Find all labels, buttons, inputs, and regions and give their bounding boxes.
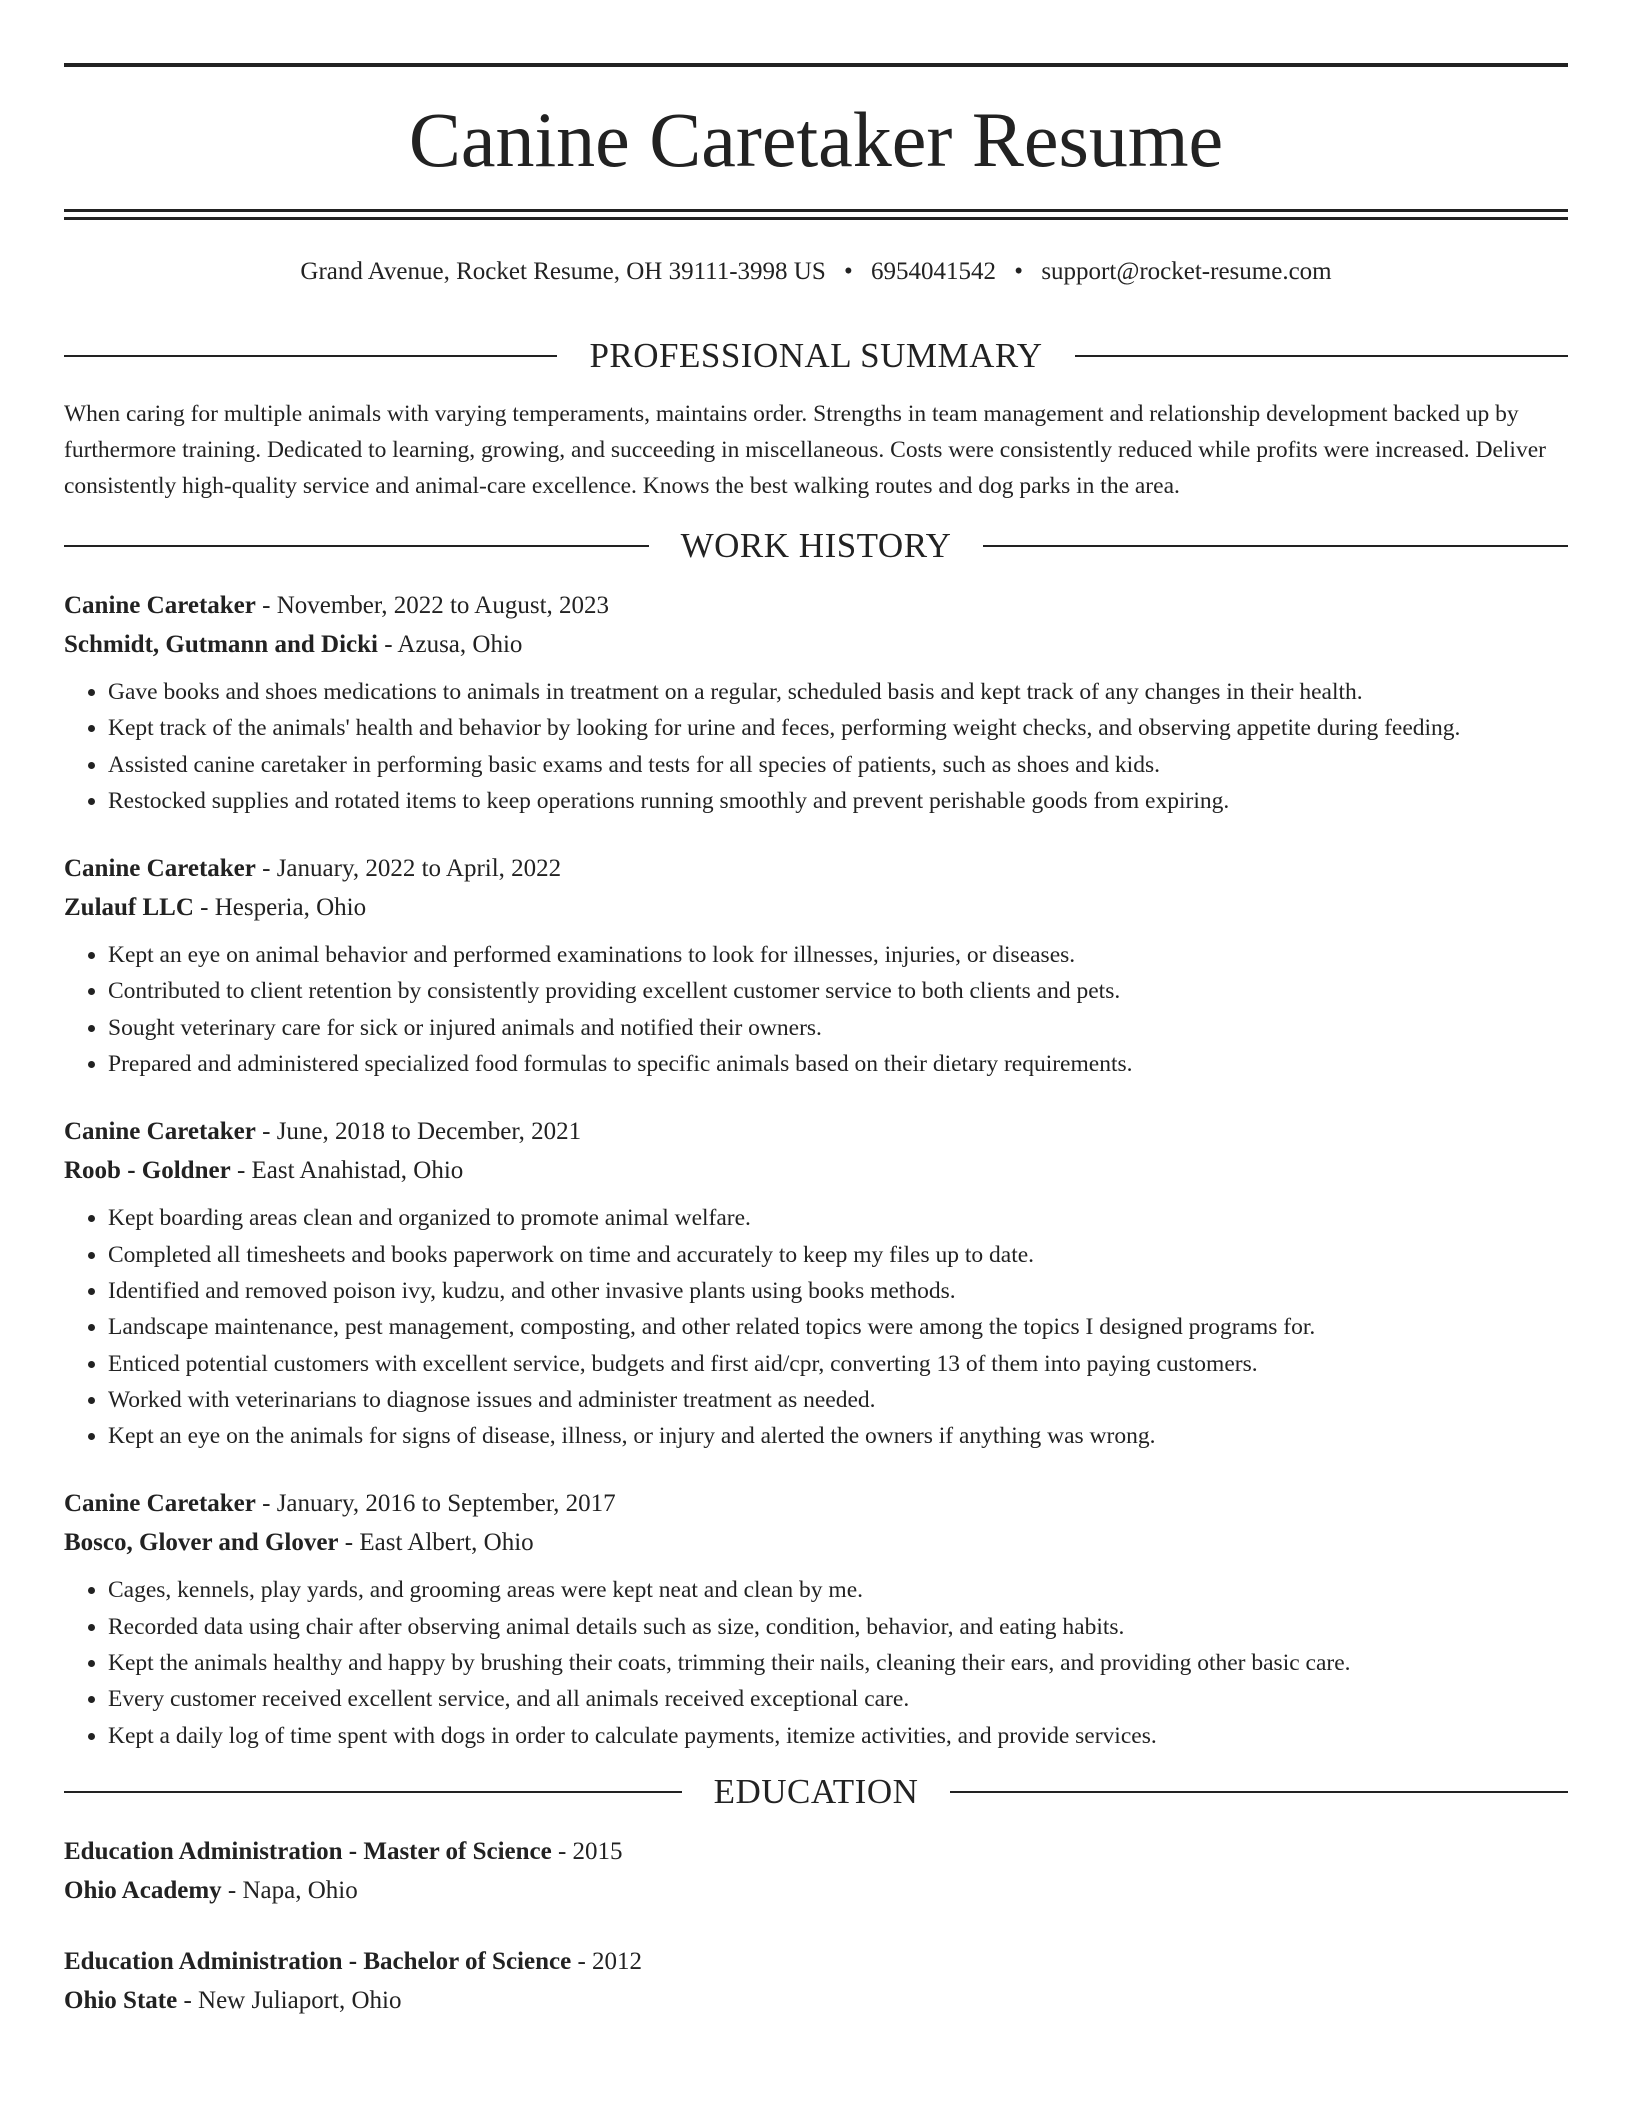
job-bullets (64, 1200, 1568, 1454)
contact-address: Grand Avenue, Rocket Resume, OH 39111-3998 US (300, 258, 826, 285)
job-bullet: • Assisted canine caretaker in performing basic exams and tests for all species of patients, such as shoes and kids. (108, 747, 1568, 783)
summary-heading (64, 328, 1568, 384)
education-year: - 2015 (551, 1837, 623, 1865)
contact-email: support@rocket-resume.com (1041, 258, 1332, 285)
job-bullets (64, 937, 1568, 1082)
education-degree-line (64, 1942, 1568, 1981)
job-bullet: • Kept track of the animals' health and behavior by looking for urine and feces, performing weight checks, and observing appetite during feeding. (108, 710, 1568, 746)
job-company: Zulauf LLC (64, 894, 194, 922)
job-title: Canine Caretaker (64, 1118, 256, 1146)
title-double-rule (64, 209, 1568, 220)
job-bullet: • Identified and removed poison ivy, kudzu, and other invasive plants using books methods. (108, 1273, 1568, 1309)
job-location: - East Albert, Ohio (338, 1529, 534, 1557)
job-entry (64, 1112, 1568, 1454)
job-bullet: • Worked with veterinarians to diagnose issues and administer treatment as needed. (108, 1382, 1568, 1418)
job-company-line (64, 625, 1568, 664)
section-title: EDUCATION (713, 1771, 919, 1811)
job-company-line (64, 1523, 1568, 1562)
work-history-heading (64, 518, 1568, 574)
heading-rule-left (64, 355, 557, 357)
contact-separator: • (844, 258, 853, 285)
education-heading (64, 1764, 1568, 1820)
contact-phone: 6954041542 (871, 258, 997, 285)
job-company: Roob - Goldner (64, 1157, 231, 1185)
education-degree-line (64, 1832, 1568, 1871)
heading-rule-left (64, 545, 649, 547)
job-title-line (64, 849, 1568, 888)
job-dates: - January, 2016 to September, 2017 (255, 1490, 616, 1518)
job-title-line (64, 1484, 1568, 1523)
job-bullet: • Kept a daily log of time spent with dogs in order to calculate payments, itemize activities, and provide services. (108, 1718, 1568, 1754)
job-title-line (64, 586, 1568, 625)
education-school: Ohio Academy (64, 1876, 222, 1904)
job-location: - Hesperia, Ohio (193, 894, 367, 922)
section-title: PROFESSIONAL SUMMARY (589, 336, 1043, 375)
job-title-line (64, 1112, 1568, 1151)
resume-content (64, 328, 1568, 2020)
job-entry (64, 849, 1568, 1082)
job-company-line (64, 888, 1568, 927)
job-entry (64, 586, 1568, 819)
spacer (64, 1820, 1568, 1832)
education-location: - Napa, Ohio (221, 1876, 358, 1904)
job-bullet: • Kept an eye on the animals for signs of disease, illness, or injury and alerted the owners if anything was wrong. (108, 1418, 1568, 1454)
job-dates: - June, 2018 to December, 2021 (255, 1118, 582, 1146)
job-bullet: • Every customer received excellent service, and all animals received exceptional care. (108, 1681, 1568, 1717)
summary-text: When caring for multiple animals with varying temperaments, maintains order. Strengths in team management and relationship development backed up by furthermore training. Dedicated to learning, growing, and succeeding in miscellaneous. Costs were consistently reduced while profits were increased. Deliver consistently high-quality service and animal-care excellence. Knows the best walking routes and dog parks in the area. (64, 401, 1546, 499)
job-bullet: • Kept the animals healthy and happy by brushing their coats, trimming their nails, cleaning their ears, and providing other basic care. (108, 1645, 1568, 1681)
job-bullet: • Restocked supplies and rotated items to keep operations running smoothly and prevent perishable goods from expiring. (108, 783, 1568, 819)
job-bullet: • Landscape maintenance, pest management, composting, and other related topics were among the topics I designed programs for. (108, 1309, 1568, 1345)
job-entry (64, 1484, 1568, 1753)
job-dates: - January, 2022 to April, 2022 (255, 855, 562, 883)
job-title: Canine Caretaker (64, 1490, 256, 1518)
job-bullets (64, 1572, 1568, 1753)
job-bullet: • Prepared and administered specialized food formulas to specific animals based on their dietary requirements. (108, 1046, 1568, 1082)
education-school-line (64, 1981, 1568, 2020)
heading-rule-right (1075, 355, 1568, 357)
education-year: - 2012 (571, 1947, 643, 1975)
job-location: - Azusa, Ohio (377, 631, 523, 658)
job-title: Canine Caretaker (64, 855, 256, 883)
job-company: Bosco, Glover and Glover (64, 1529, 339, 1557)
heading-rule-right (983, 545, 1568, 547)
job-bullet: • Sought veterinary care for sick or injured animals and notified their owners. (108, 1010, 1568, 1046)
job-bullets (64, 674, 1568, 819)
job-bullet: • Kept an eye on animal behavior and performed examinations to look for illnesses, injuries, or diseases. (108, 937, 1568, 973)
job-bullet: • Recorded data using chair after observing animal details such as size, condition, behavior, and eating habits. (108, 1609, 1568, 1645)
education-entry (64, 1942, 1568, 2020)
heading-rule-left (64, 1791, 682, 1793)
job-bullet: • Enticed potential customers with excellent service, budgets and first aid/cpr, converting 13 of them into paying customers. (108, 1346, 1568, 1382)
job-bullet: • Kept boarding areas clean and organized to promote animal welfare. (108, 1200, 1568, 1236)
job-title: Canine Caretaker (64, 592, 256, 619)
section-title: WORK HISTORY (680, 526, 952, 565)
education-degree: Education Administration - Master of Science (64, 1837, 552, 1865)
job-bullet: • Gave books and shoes medications to animals in treatment on a regular, scheduled basis and kept track of any changes in their health. (108, 674, 1568, 710)
contact-line (64, 254, 1568, 290)
job-bullet: • Completed all timesheets and books paperwork on time and accurately to keep my files up to date. (108, 1237, 1568, 1273)
job-dates: - November, 2022 to August, 2023 (255, 592, 610, 619)
heading-rule-right (950, 1791, 1568, 1793)
education-school: Ohio State (64, 1986, 178, 2014)
education-school-line (64, 1871, 1568, 1910)
job-bullet: • Cages, kennels, play yards, and grooming areas were kept neat and clean by me. (108, 1572, 1568, 1608)
education-location: - New Juliaport, Ohio (177, 1986, 402, 2014)
page-title: Canine Caretaker Resume (408, 96, 1224, 183)
job-company-line (64, 1151, 1568, 1190)
contact-separator: • (1014, 258, 1024, 285)
job-company: Schmidt, Gutmann and Dicki (64, 631, 378, 658)
education-entry (64, 1832, 1568, 1910)
job-bullet: • Contributed to client retention by consistently providing excellent customer service to both clients and pets. (108, 973, 1568, 1009)
job-location: - East Anahistad, Ohio (230, 1157, 464, 1185)
top-rule (64, 63, 1568, 67)
education-degree: Education Administration - Bachelor of Science (64, 1947, 572, 1975)
